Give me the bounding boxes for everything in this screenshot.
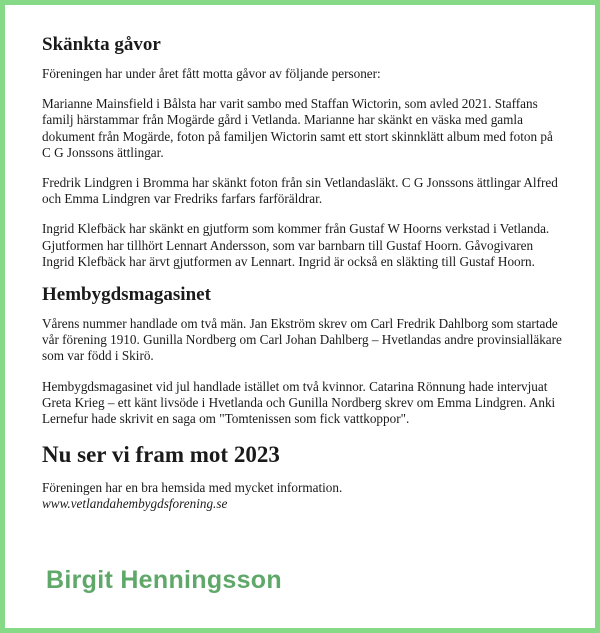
signature-underline-decoration	[46, 597, 282, 604]
magazine-heading: Hembygdsmagasinet	[42, 284, 211, 306]
future-text: Föreningen har en bra hemsida med mycket information.	[42, 480, 343, 496]
website-link[interactable]: www.vetlandahembygdsforening.se	[42, 496, 228, 512]
future-section	[42, 441, 562, 512]
document-body	[42, 26, 562, 513]
signature-block	[46, 565, 282, 604]
magazine-paragraph-christmas: Hembygdsmagasinet vid jul handlade istället om två kvinnor. Catarina Rönnung hade intervjuat Greta Krieg – ett känt livsöde i Hvetlanda och Gunilla Nordberg skrev om Emma Lindgren. Anki Lernefur hade skrivit en saga om "Tomtenissen som fick vattkoppor".	[42, 378, 556, 427]
gift-paragraph-klefback: Ingrid Klefbäck har skänkt en gjutform som kommer från Gustaf W Hoorns verkstad i Vetlanda. Gjutformen har tillhört Lennart Andersson, som var barnbarn till Gustaf Hoorn. Gåvogivaren Ingrid Klefbäck har ärvt gjutformen av Lennart. Ingrid är också en släkting till Gustaf Hoorn.	[42, 221, 550, 269]
gifts-heading: Skänkta gåvor	[42, 34, 161, 55]
gifts-section	[42, 34, 562, 270]
future-heading: Nu ser vi fram mot 2023	[42, 442, 280, 468]
gifts-intro: Föreningen har under året fått motta gåvor av följande personer:	[42, 66, 381, 81]
magazine-section	[42, 284, 562, 427]
magazine-paragraph-spring: Vårens nummer handlade om två män. Jan Ekström skrev om Carl Fredrik Dahlborg som startade vår förening 1910. Gunilla Nordberg om Carl Johan Dahlberg – Hvetlandas andre provinsialläkare som var född i Skirö.	[42, 316, 562, 364]
future-paragraph	[42, 480, 562, 512]
signature-name: Birgit Henningsson	[46, 566, 282, 594]
gift-paragraph-lindgren: Fredrik Lindgren i Bromma har skänkt foton från sin Vetlandasläkt. C G Jonssons ättlingar Alfred och Emma Lindgren var Fredriks farfars farföräldrar.	[42, 175, 558, 207]
gift-paragraph-mainsfield: Marianne Mainsfield i Bålsta har varit sambo med Staffan Wictorin, som avled 2021. Staffans familj härstammar från Mogärde gård i Vetlanda. Marianne har skänkt en väska med gamla dokument från Mogärde, foton på familjen Wictorin samt ett stort skinnklätt album med foton på C G Jonssons ättlingar.	[42, 96, 553, 160]
